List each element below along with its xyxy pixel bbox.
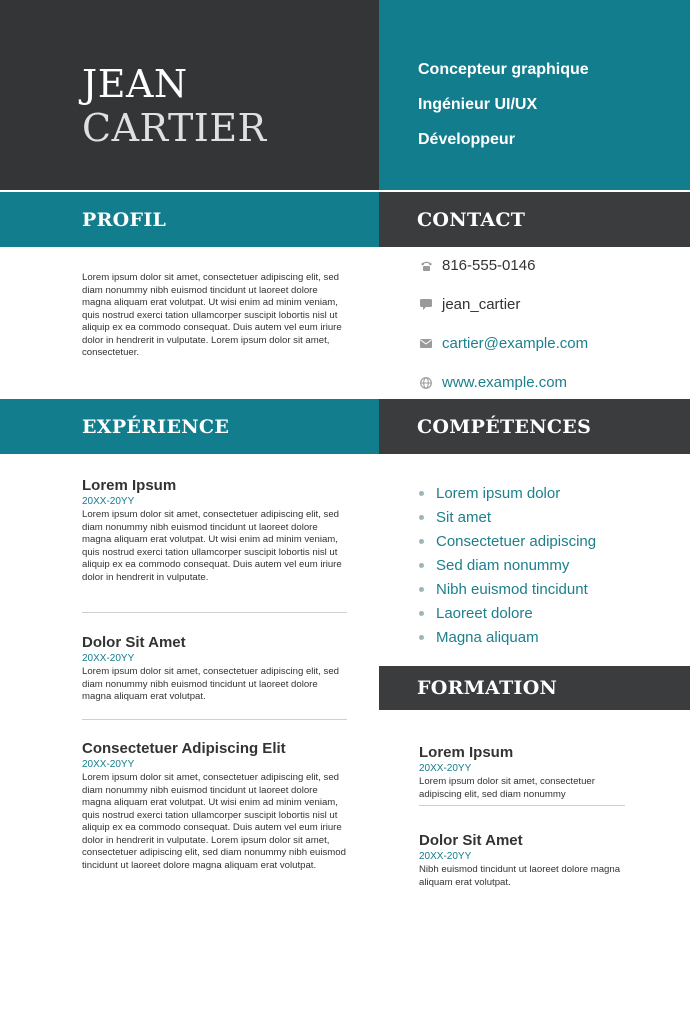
bullet-icon xyxy=(419,539,424,544)
education-item xyxy=(419,832,625,889)
roles-block xyxy=(379,0,690,190)
skill-label: Lorem ipsum dolor xyxy=(436,484,561,502)
role-item: Concepteur graphique xyxy=(418,61,589,78)
last-name: CARTIER xyxy=(82,106,267,150)
roles-list xyxy=(418,60,589,165)
job-description: Lorem ipsum dolor sit amet, consectetuer adipiscing elit, sed diam nonummy nibh euismod tincidunt ut laoreet dolore magna aliquam erat volutpat. Ut wisi enim ad minim veniam, quis nostrud exerci tation ullamcorper suscipit lobortis nisl ut aliquip ex ea commodo consequat. Duis autem vel eum iriure dolor in hendrerit in vulputate. xyxy=(82,509,342,583)
job-date: 20XX-20YY xyxy=(82,653,135,664)
first-name: JEAN xyxy=(82,62,188,106)
profile-heading: PROFIL xyxy=(82,208,167,231)
bullet-icon xyxy=(419,491,424,496)
job-title: Dolor Sit Amet xyxy=(82,634,186,651)
contact-heading-bar xyxy=(379,192,690,247)
bullet-icon xyxy=(419,611,424,616)
skill-item xyxy=(419,601,684,625)
divider xyxy=(82,719,347,720)
contact-phone xyxy=(419,246,679,285)
skill-label: Laoreet dolore xyxy=(436,604,533,622)
experience-heading: EXPÉRIENCE xyxy=(82,415,230,438)
skills-heading-bar xyxy=(379,399,690,454)
profile-heading-bar xyxy=(0,192,379,247)
bullet-icon xyxy=(419,587,424,592)
phone-icon xyxy=(419,259,433,273)
bullet-icon xyxy=(419,515,424,520)
education-title: Dolor Sit Amet xyxy=(419,832,523,849)
role-item: Développeur xyxy=(418,131,515,148)
experience-heading-bar xyxy=(0,399,379,454)
bullet-icon xyxy=(419,563,424,568)
job-description: Lorem ipsum dolor sit amet, consectetuer adipiscing elit, sed diam nonummy nibh euismod tincidunt ut laoreet dolore magna aliquam erat volutpat. Ut wisi enim ad minim veniam, quis nostrud exerci tation ullamcorper suscipit lobortis nisl ut aliquip ex ea commodo consequat. Duis autem vel eum iriure dolor in hendrerit in vulputate. Lorem ipsum dolor sit amet, consectetuer adipiscing elit, sed diam nonummy nibh euismod tincidunt ut laoreet dolore magna aliquam erat volutpat. xyxy=(82,772,346,871)
skill-item xyxy=(419,553,684,577)
education-date: 20XX-20YY xyxy=(419,763,472,774)
divider xyxy=(82,612,347,613)
contact-heading: CONTACT xyxy=(417,208,526,231)
education-description: Lorem ipsum dolor sit amet, consectetuer adipiscing elit, sed diam nonummy xyxy=(419,776,595,800)
job-description: Lorem ipsum dolor sit amet, consectetuer adipiscing elit, sed diam nonummy nibh euismod tincidunt ut laoreet dolore magna aliquam erat volutpat. xyxy=(82,666,340,702)
experience-item xyxy=(82,740,347,872)
contact-chat-text: jean_cartier xyxy=(442,296,521,313)
skill-label: Nibh euismod tincidunt xyxy=(436,580,588,598)
contact-chat xyxy=(419,285,679,324)
skill-item xyxy=(419,481,684,505)
contact-website[interactable] xyxy=(419,363,679,402)
name-block xyxy=(0,0,379,190)
skill-item xyxy=(419,529,684,553)
profile-text: Lorem ipsum dolor sit amet, consectetuer adipiscing elit, sed diam nonummy nibh euismod tincidunt ut laoreet dolore magna aliquam erat volutpat. Ut wisi enim ad minim veniam, quis nostrud exerci tation ullamcorper suscipit lobortis nisl ut aliquip ex ea commodo consequat. Duis autem vel eum iriure dolor in hendrerit in vulputate. Lorem ipsum dolor sit amet, consectetuer. xyxy=(82,272,342,358)
skill-label: Consectetuer adipiscing xyxy=(436,532,597,550)
job-date: 20XX-20YY xyxy=(82,759,135,770)
job-title: Consectetuer Adipiscing Elit xyxy=(82,740,286,757)
contact-list xyxy=(419,246,679,402)
experience-item xyxy=(82,634,347,704)
role-item: Ingénieur UI/UX xyxy=(418,96,538,113)
contact-website-link[interactable]: www.example.com xyxy=(442,374,568,391)
skill-label: Sit amet xyxy=(436,508,492,526)
bullet-icon xyxy=(419,635,424,640)
skill-label: Magna aliquam xyxy=(436,628,539,646)
contact-email[interactable] xyxy=(419,324,679,363)
experience-item xyxy=(82,477,347,584)
contact-phone-text: 816-555-0146 xyxy=(442,257,536,274)
education-description: Nibh euismod tincidunt ut laoreet dolore magna aliquam erat volutpat. xyxy=(419,864,621,888)
mail-icon xyxy=(419,337,433,351)
education-heading-bar xyxy=(379,666,690,710)
job-title: Lorem Ipsum xyxy=(82,477,177,494)
skill-item xyxy=(419,505,684,529)
chat-icon xyxy=(419,298,433,312)
skills-heading: COMPÉTENCES xyxy=(417,415,592,438)
skill-item xyxy=(419,577,684,601)
education-item xyxy=(419,744,625,801)
education-title: Lorem Ipsum xyxy=(419,744,514,761)
job-date: 20XX-20YY xyxy=(82,496,135,507)
divider xyxy=(419,805,625,806)
education-heading: FORMATION xyxy=(417,677,558,699)
skill-label: Sed diam nonummy xyxy=(436,556,570,574)
full-name xyxy=(82,62,267,150)
contact-email-link[interactable]: cartier@example.com xyxy=(442,335,589,352)
globe-icon xyxy=(419,376,433,390)
skill-item xyxy=(419,625,684,649)
education-date: 20XX-20YY xyxy=(419,851,472,862)
skills-list xyxy=(419,481,684,649)
